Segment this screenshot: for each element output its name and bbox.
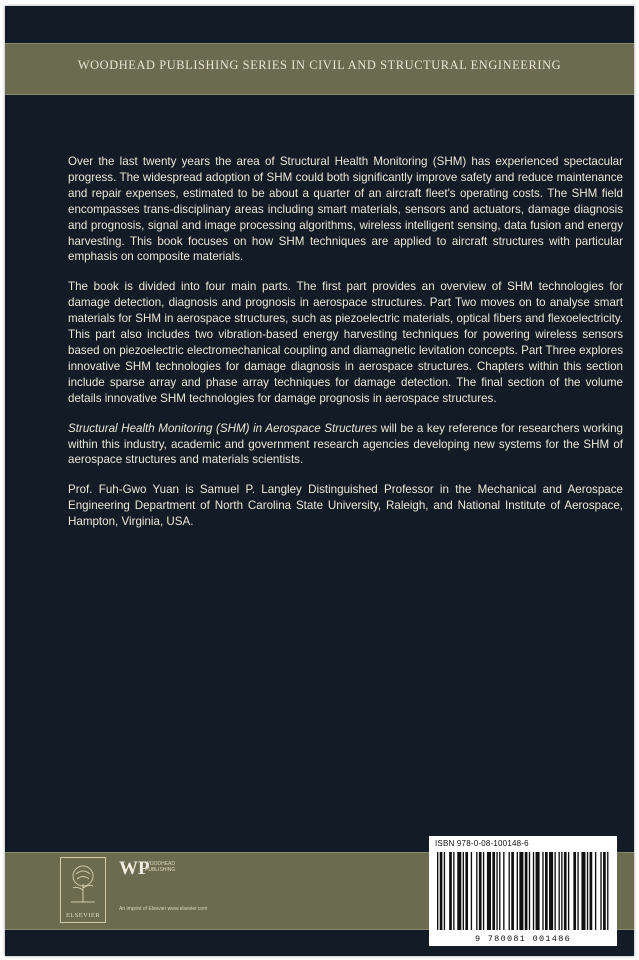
woodhead-name: WOODHEAD PUBLISHING: [145, 861, 176, 873]
book-title-italic: Structural Health Monitoring (SHM) in Aerospace Structures: [68, 421, 378, 435]
barcode-bar: [444, 852, 445, 930]
barcode-bar: [492, 852, 495, 930]
barcode-bar: [525, 852, 528, 930]
barcode-bar: [607, 852, 608, 930]
barcode-bar: [564, 852, 567, 930]
elsevier-wordmark: ELSEVIER: [66, 912, 100, 919]
barcode-bar: [573, 852, 576, 930]
blurb-paragraph-contents: The book is divided into four main parts. The first part provides an overview of SHM technologies for damage detection, diagnosis and prognosis in aerospace structures. Part Two moves on to analyse smart materials for SHM in aerospace structures, such as piezoelectric materials, optical fibers and flexoelectricity. This part also includes two vibration-based energy harvesting techniques for powering wireless sensors based on piezoelectric electromechanical coupling and diamagnetic levitation concepts. Part Three explores innovative SHM technologies for damage diagnosis in aerospace structures. Chapters within this section include sparse array and phase array techniques for damage detection. The final section of the volume details innovative SHM technologies for damage prognosis in aerospace structures.: [68, 280, 623, 405]
barcode-bar: [517, 852, 518, 930]
barcode-box: [429, 836, 617, 946]
barcode-bar: [471, 852, 472, 930]
barcode-bar: [503, 852, 504, 930]
barcode-digits: 9 780081 001486: [474, 934, 571, 944]
barcode-bar: [536, 852, 540, 930]
barcode-bar: [487, 852, 491, 930]
barcode-bar: [509, 852, 510, 930]
series-title: WOODHEAD PUBLISHING SERIES IN CIVIL AND STRUCTURAL ENGINEERING: [77, 58, 562, 72]
barcode-bar: [437, 852, 438, 930]
series-band: [5, 43, 634, 95]
barcode-bars: [435, 852, 611, 930]
barcode-bar: [529, 852, 530, 930]
woodhead-logo: WP: [119, 858, 150, 879]
elsevier-logo: [60, 857, 106, 923]
barcode-bar: [533, 852, 534, 930]
barcode-bar: [440, 852, 443, 930]
audience-text: will be a key reference for researchers working within this industry, academic and government research agencies developing new systems for the SHM of aerospace structures and materials scientists.: [68, 421, 623, 467]
barcode-bar: [595, 852, 596, 930]
barcode-bar: [457, 852, 461, 930]
barcode-bar: [519, 852, 523, 930]
barcode-bar: [476, 852, 477, 930]
barcode-bar: [587, 852, 588, 930]
barcode-bar: [603, 852, 606, 930]
elsevier-tree-icon: [67, 862, 99, 904]
imprint-line: An imprint of Elsevier www.elsevier.com: [119, 906, 208, 912]
barcode-bar: [542, 852, 543, 930]
barcode-bar: [453, 852, 454, 930]
barcode-bar: [568, 852, 569, 930]
barcode-bar: [549, 852, 553, 930]
barcode-bar: [561, 852, 562, 930]
barcode-bar: [463, 852, 464, 930]
blurb-text: [68, 154, 623, 544]
isbn-label: ISBN 978-0-08-100148-6: [435, 839, 529, 848]
barcode-bar: [590, 852, 593, 930]
barcode-bar: [581, 852, 585, 930]
barcode-bar: [496, 852, 497, 930]
barcode-bar: [559, 852, 560, 930]
barcode-bar: [479, 852, 482, 930]
barcode-bar: [600, 852, 601, 930]
book-back-cover: [5, 6, 634, 956]
barcode-bar: [577, 852, 578, 930]
blurb-paragraph-overview: Over the last twenty years the area of Structural Health Monitoring (SHM) has experienced spectacular progress. The widespread adoption of SHM could both significantly improve safety and reduce maintenance and repair expenses, estimated to be about a quarter of an aircraft fleet's operating costs. The SHM field encompasses trans-disciplinary areas including smart materials, sensors and actuators, damage diagnosis and prognosis, signal and image processing algorithms, wireless intelligent sensing, data fusion and energy harvesting. This book focuses on how SHM techniques are applied to aircraft structures with particular emphasis on composite materials.: [68, 155, 623, 264]
blurb-paragraph-audience: [68, 421, 623, 469]
barcode-bar: [554, 852, 555, 930]
blurb-paragraph-author: Prof. Fuh-Gwo Yuan is Samuel P. Langley Distinguished Professor in the Mechanical and Aerospace Engineering Department of North Carolina State University, Raleigh, and National Institute of Aerospace, Hampton, Virginia, USA.: [68, 483, 623, 529]
barcode-bar: [511, 852, 514, 930]
barcode-bar: [449, 852, 452, 930]
barcode-bar: [483, 852, 484, 930]
barcode-bar: [499, 852, 500, 930]
barcode-bar: [545, 852, 548, 930]
barcode-bar: [465, 852, 468, 930]
